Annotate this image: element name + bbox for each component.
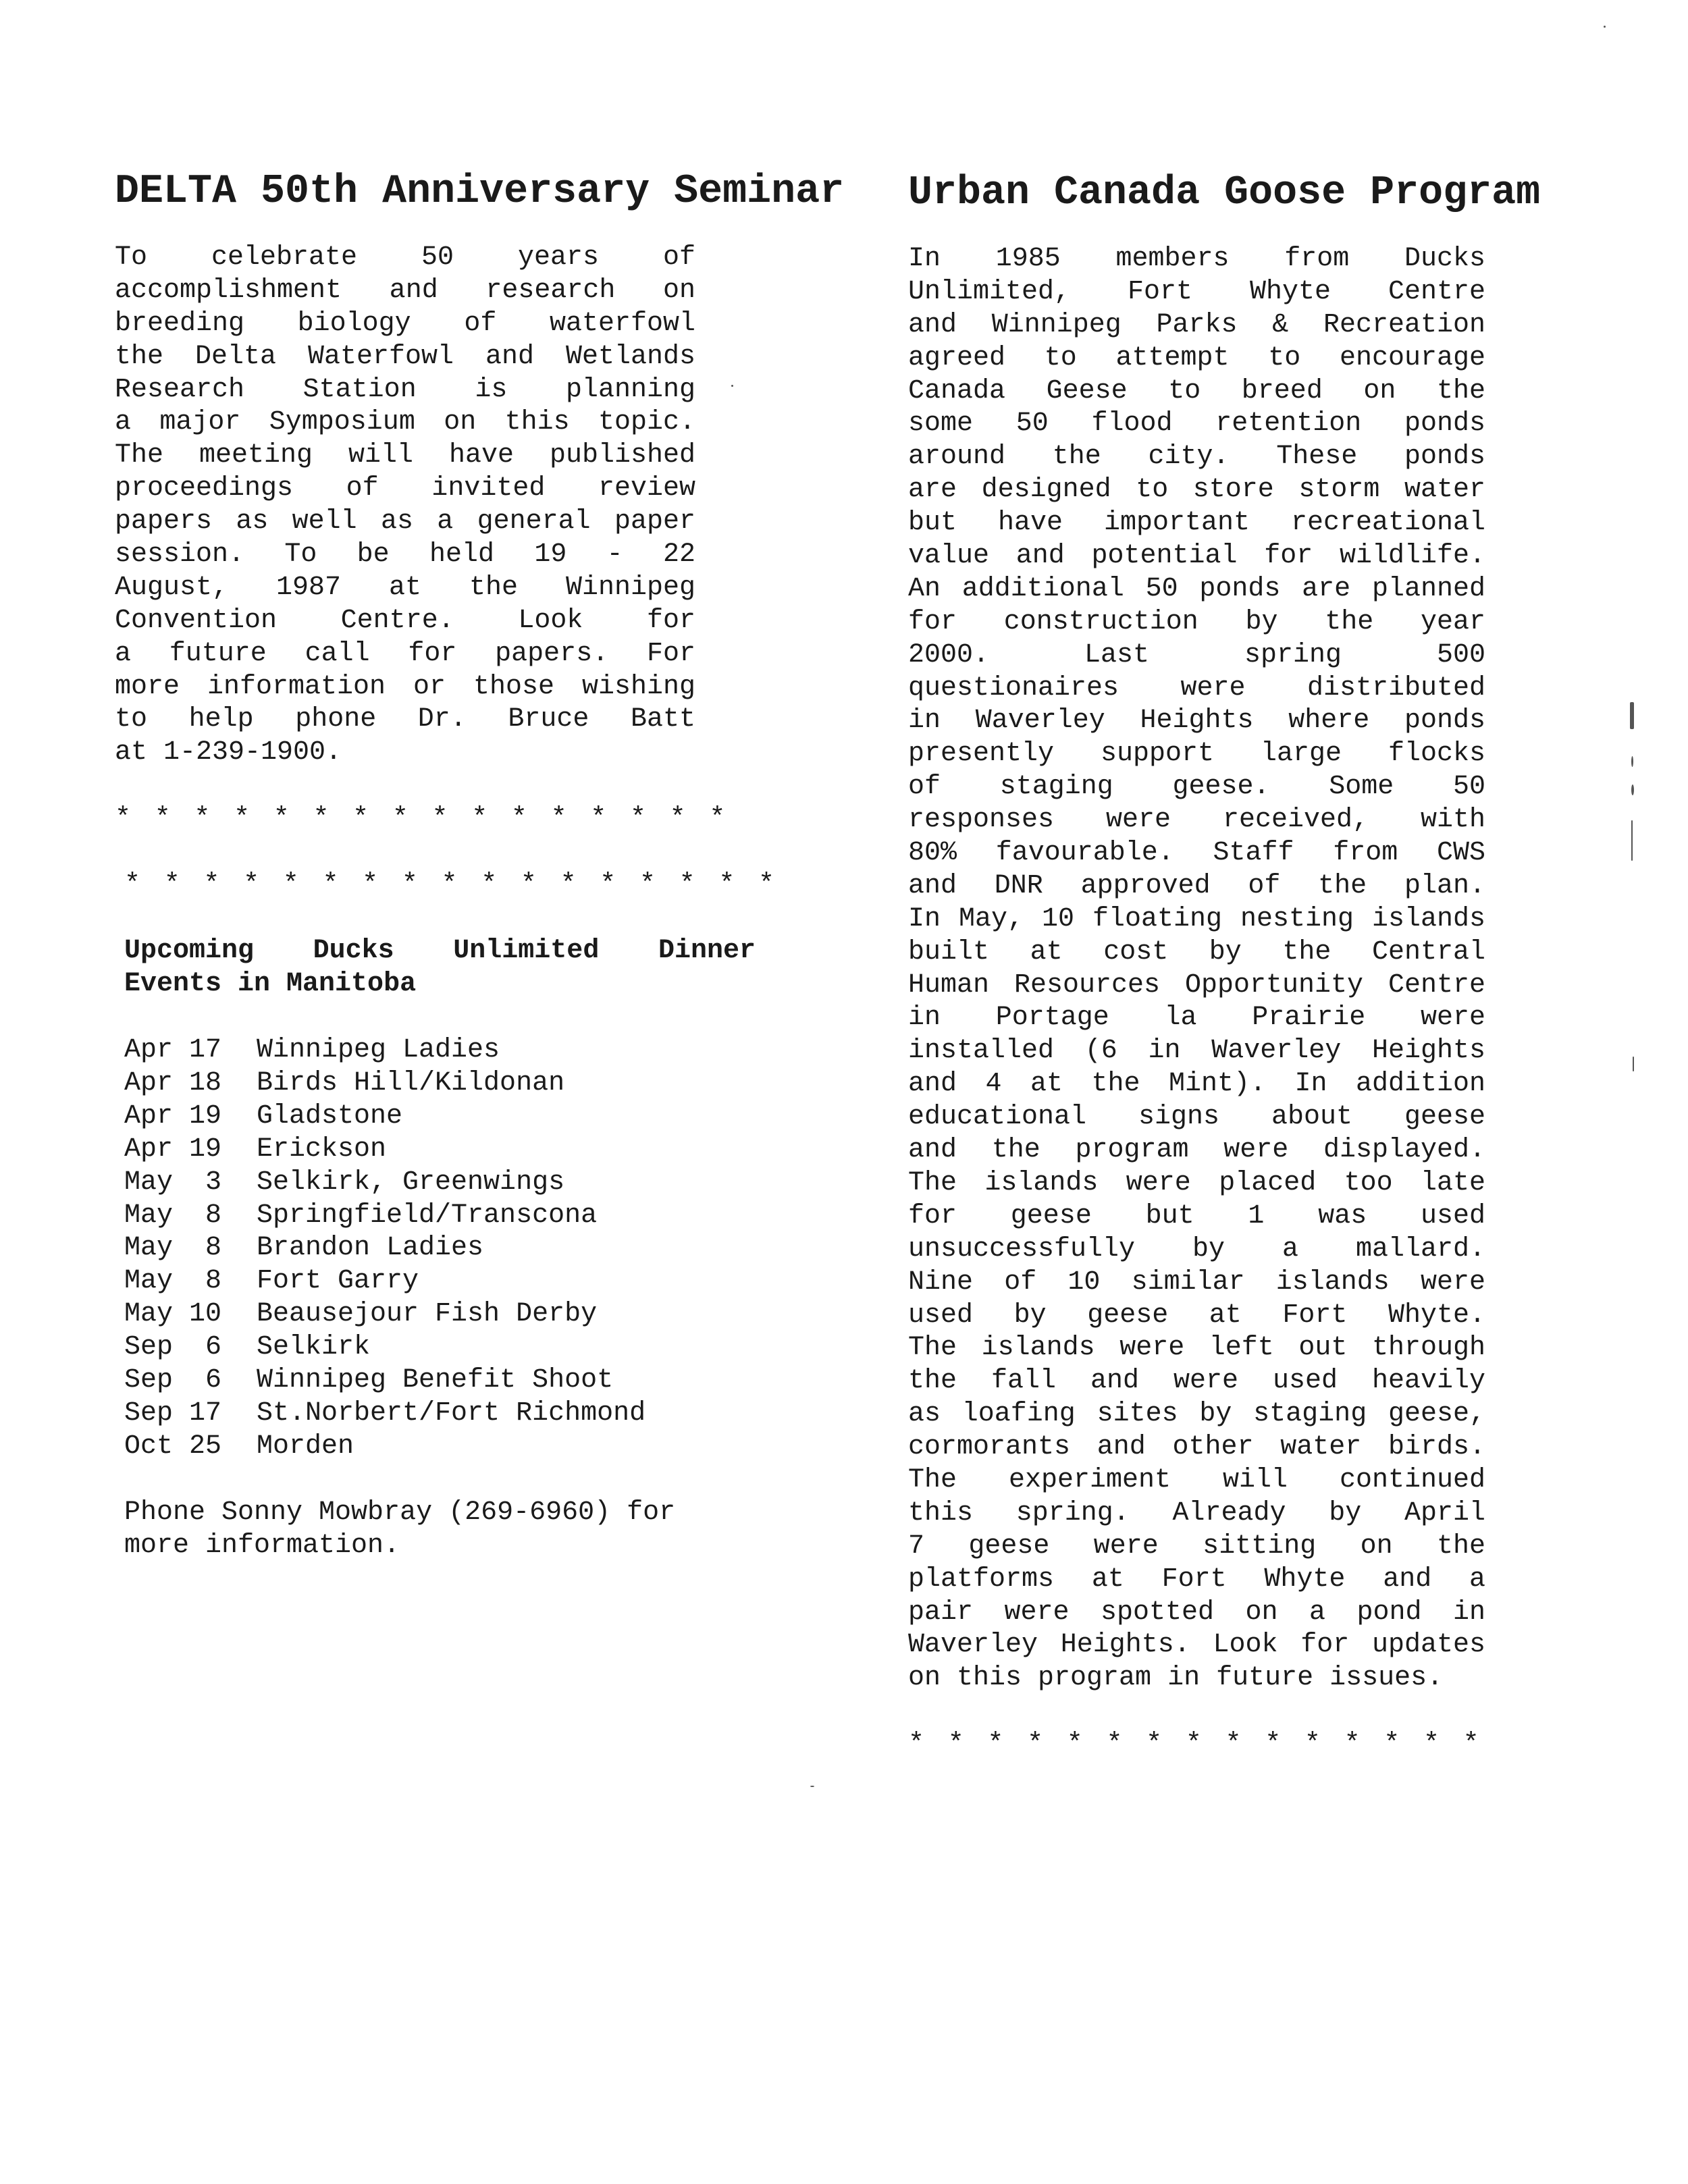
events-heading-word: Upcoming bbox=[124, 936, 255, 967]
goose-line: and 4 at the Mint). In addition bbox=[908, 1069, 1485, 1100]
seminar-line: a major Symposium on this topic. bbox=[115, 407, 695, 438]
goose-line: The islands were left out through bbox=[908, 1333, 1485, 1364]
event-date: Sep 6 bbox=[124, 1332, 222, 1363]
seminar-line: a future call for papers. For bbox=[115, 638, 695, 669]
seminar-line: To celebrate 50 years of bbox=[115, 242, 695, 273]
event-date: Sep 17 bbox=[124, 1397, 222, 1429]
scan-speck bbox=[1633, 1057, 1634, 1071]
divider-stars: * * * * * * * * * * * * * * * * * bbox=[124, 870, 775, 901]
event-name: Gladstone bbox=[257, 1100, 403, 1131]
phone-line: Phone Sonny Mowbray (269-6960) for bbox=[124, 1497, 676, 1528]
scan-speck bbox=[1631, 756, 1633, 767]
seminar-line: Convention Centre. Look for bbox=[115, 605, 695, 636]
seminar-line: The meeting will have published bbox=[115, 440, 695, 471]
goose-line: and DNR approved of the plan. bbox=[908, 870, 1485, 901]
goose-line: for geese but 1 was used bbox=[908, 1200, 1485, 1231]
goose-line: this spring. Already by April bbox=[908, 1497, 1485, 1528]
divider-stars: * * * * * * * * * * * * * * * * bbox=[115, 803, 726, 834]
divider-short bbox=[115, 803, 726, 836]
goose-line: presently support large flocks bbox=[908, 739, 1485, 770]
goose-paragraph bbox=[908, 243, 1485, 1695]
goose-line: In 1985 members from Ducks bbox=[908, 244, 1485, 274]
event-date: Sep 6 bbox=[124, 1364, 222, 1395]
goose-line: agreed to attempt to encourage bbox=[908, 342, 1485, 373]
events-heading-word: Unlimited bbox=[453, 936, 600, 967]
scan-speck bbox=[810, 1786, 814, 1787]
goose-line: and the program were displayed. bbox=[908, 1135, 1485, 1166]
event-date: Apr 18 bbox=[124, 1067, 222, 1098]
event-name: Birds Hill/Kildonan bbox=[257, 1067, 565, 1098]
event-name: Brandon Ladies bbox=[257, 1233, 484, 1264]
event-name: Fort Garry bbox=[257, 1266, 419, 1297]
goose-line: installed (6 in Waverley Heights bbox=[908, 1036, 1485, 1067]
event-name: Springfield/Transcona bbox=[257, 1200, 598, 1231]
goose-line: of staging geese. Some 50 bbox=[908, 772, 1485, 803]
event-name: Beausejour Fish Derby bbox=[257, 1299, 598, 1330]
event-name: Selkirk bbox=[257, 1332, 371, 1363]
scan-speck bbox=[1631, 784, 1634, 795]
goose-line: are designed to store storm water bbox=[908, 475, 1485, 506]
goose-line: but have important recreational bbox=[908, 508, 1485, 539]
event-date: Apr 19 bbox=[124, 1134, 222, 1165]
goose-line: pair were spotted on a pond in bbox=[908, 1597, 1485, 1628]
goose-line: Human Resources Opportunity Centre bbox=[908, 969, 1485, 1001]
events-heading-word: Dinner bbox=[658, 936, 756, 967]
seminar-line: August, 1987 at the Winnipeg bbox=[115, 572, 695, 603]
divider-long bbox=[115, 869, 775, 902]
seminar-line: more information or those wishing bbox=[115, 671, 695, 702]
goose-line: and Winnipeg Parks & Recreation bbox=[908, 309, 1485, 340]
goose-line: for construction by the year bbox=[908, 606, 1485, 637]
goose-line: 2000. Last spring 500 bbox=[908, 639, 1485, 670]
event-date: May 8 bbox=[124, 1266, 222, 1297]
event-date: Apr 17 bbox=[124, 1035, 222, 1066]
goose-line: Nine of 10 similar islands were bbox=[908, 1267, 1485, 1298]
goose-line: Waverley Heights. Look for updates bbox=[908, 1630, 1485, 1661]
event-date: Oct 25 bbox=[124, 1431, 222, 1462]
event-item bbox=[124, 1431, 695, 1464]
event-name: Erickson bbox=[257, 1134, 387, 1165]
event-item bbox=[124, 1232, 695, 1265]
goose-line: around the city. These ponds bbox=[908, 442, 1485, 473]
seminar-line: Research Station is planning bbox=[115, 374, 695, 405]
goose-line: The experiment will continued bbox=[908, 1464, 1485, 1495]
event-item bbox=[124, 1331, 695, 1364]
scan-speck bbox=[1604, 26, 1606, 28]
event-item bbox=[124, 1167, 695, 1200]
events-list bbox=[115, 1034, 695, 1464]
event-item bbox=[124, 1034, 695, 1067]
scan-speck bbox=[731, 385, 733, 387]
phone-paragraph bbox=[115, 1497, 705, 1563]
goose-line: unsuccessfully by a mallard. bbox=[908, 1233, 1485, 1264]
goose-line: platforms at Fort Whyte and a bbox=[908, 1564, 1485, 1595]
goose-line: Canada Geese to breed on the bbox=[908, 375, 1485, 406]
goose-line: in Waverley Heights where ponds bbox=[908, 705, 1485, 737]
goose-line: 80% favourable. Staff from CWS bbox=[908, 838, 1485, 869]
goose-line: educational signs about geese bbox=[908, 1102, 1485, 1133]
goose-heading: Urban Canada Goose Program bbox=[908, 170, 1541, 216]
events-heading bbox=[115, 935, 756, 1001]
scan-speck bbox=[1631, 820, 1633, 861]
event-item bbox=[124, 1067, 695, 1100]
goose-line: built at cost by the Central bbox=[908, 936, 1485, 967]
event-date: May 3 bbox=[124, 1167, 222, 1198]
goose-line: cormorants and other water birds. bbox=[908, 1432, 1485, 1463]
seminar-line: papers as well as a general paper bbox=[115, 506, 695, 537]
event-item bbox=[124, 1100, 695, 1134]
goose-line: as loafing sites by staging geese, bbox=[908, 1399, 1485, 1430]
event-item bbox=[124, 1200, 695, 1233]
event-date: May 8 bbox=[124, 1233, 222, 1264]
event-name: Morden bbox=[257, 1431, 354, 1462]
event-date: May 8 bbox=[124, 1200, 222, 1231]
event-name: Winnipeg Benefit Shoot bbox=[257, 1364, 614, 1395]
goose-line: An additional 50 ponds are planned bbox=[908, 573, 1485, 604]
right-column bbox=[908, 170, 1541, 1761]
event-date: May 10 bbox=[124, 1299, 222, 1330]
goose-line: value and potential for wildlife. bbox=[908, 541, 1485, 572]
event-item bbox=[124, 1134, 695, 1167]
seminar-heading: DELTA 50th Anniversary Seminar bbox=[115, 169, 845, 215]
seminar-line: at 1-239-1900. bbox=[115, 737, 342, 768]
event-item bbox=[124, 1265, 695, 1298]
goose-line: used by geese at Fort Whyte. bbox=[908, 1300, 1485, 1331]
scan-speck bbox=[1630, 702, 1634, 729]
phone-line: more information. bbox=[124, 1530, 400, 1561]
goose-line: responses were received, with bbox=[908, 805, 1485, 836]
event-name: Selkirk, Greenwings bbox=[257, 1167, 565, 1198]
goose-line: In May, 10 floating nesting islands bbox=[908, 903, 1485, 934]
left-column bbox=[115, 169, 845, 1562]
event-name: Winnipeg Ladies bbox=[257, 1035, 500, 1066]
event-date: Apr 19 bbox=[124, 1100, 222, 1131]
events-heading-word: Ducks bbox=[313, 936, 394, 967]
event-item bbox=[124, 1298, 695, 1331]
goose-line: 7 geese were sitting on the bbox=[908, 1530, 1485, 1562]
seminar-line: session. To be held 19 - 22 bbox=[115, 539, 695, 570]
seminar-line: accomplishment and research on bbox=[115, 275, 695, 306]
seminar-line: proceedings of invited review bbox=[115, 473, 695, 504]
seminar-line: breeding biology of waterfowl bbox=[115, 308, 695, 339]
goose-line: on this program in future issues. bbox=[908, 1663, 1444, 1694]
divider-right bbox=[908, 1728, 1485, 1761]
events-heading-line2: Events in Manitoba bbox=[124, 969, 417, 1000]
seminar-paragraph bbox=[115, 242, 695, 770]
goose-line: some 50 flood retention ponds bbox=[908, 408, 1485, 440]
goose-line: Unlimited, Fort Whyte Centre bbox=[908, 276, 1485, 307]
event-name: St.Norbert/Fort Richmond bbox=[257, 1397, 646, 1429]
event-item bbox=[124, 1364, 695, 1397]
goose-line: the fall and were used heavily bbox=[908, 1366, 1485, 1397]
goose-line: The islands were placed too late bbox=[908, 1167, 1485, 1198]
goose-line: questionaires were distributed bbox=[908, 672, 1485, 703]
seminar-line: to help phone Dr. Bruce Batt bbox=[115, 704, 695, 735]
divider-stars: * * * * * * * * * * * * * * * bbox=[908, 1729, 1479, 1760]
event-item bbox=[124, 1397, 695, 1431]
goose-line: in Portage la Prairie were bbox=[908, 1003, 1485, 1034]
seminar-line: the Delta Waterfowl and Wetlands bbox=[115, 341, 695, 372]
